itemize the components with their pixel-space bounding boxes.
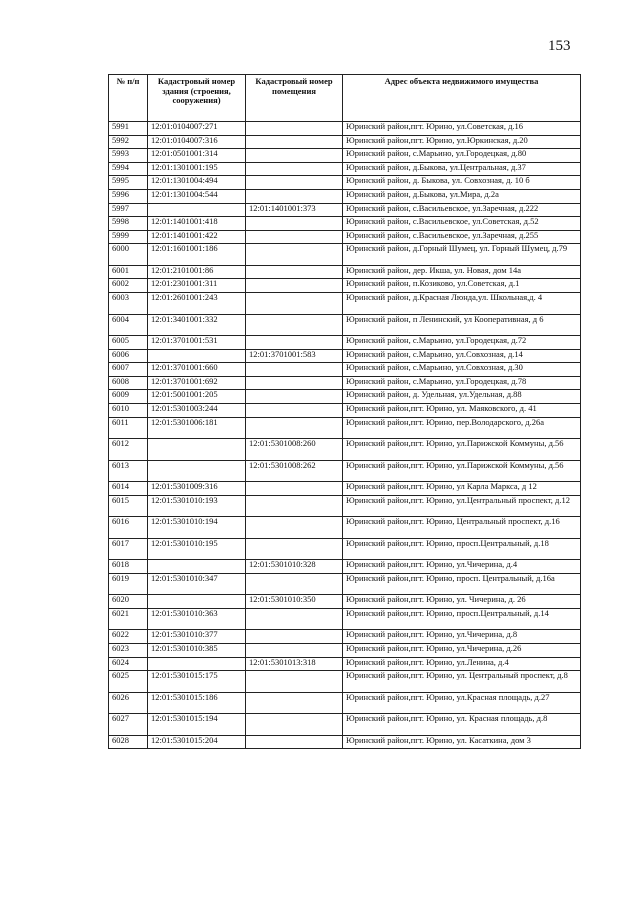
cell-address: Юринский район,пгт. Юрино, просп. Центральный, д.16а (343, 573, 581, 595)
cell-address: Юринский район,пгт. Юрино, просп.Центральный, д.14 (343, 608, 581, 630)
table-row (109, 657, 581, 671)
table-row (109, 595, 581, 609)
cell-room-cadastral: 12:01:5301010:328 (246, 560, 343, 574)
cell-room-cadastral (246, 279, 343, 293)
cell-building-cadastral: 12:01:5301003:244 (148, 404, 246, 418)
cell-address: Юринский район,пгт. Юрино, ул.Чичерина, д.26 (343, 643, 581, 657)
cell-address: Юринский район,пгт. Юрино, ул.Советская, д.16 (343, 122, 581, 136)
cell-room-cadastral (246, 517, 343, 539)
cell-address: Юринский район, с.Марьино, ул.Городецкая, д.72 (343, 336, 581, 350)
cell-address: Юринский район,пгт. Юрино, ул Карла Маркса, д 12 (343, 482, 581, 496)
cell-building-cadastral (148, 439, 246, 461)
table-row (109, 404, 581, 418)
table-row (109, 203, 581, 217)
cell-number: 6017 (109, 538, 148, 560)
cell-room-cadastral (246, 189, 343, 203)
cell-room-cadastral: 12:01:3701001:583 (246, 349, 343, 363)
cell-building-cadastral: 12:01:1301001:195 (148, 162, 246, 176)
table-row (109, 714, 581, 736)
cell-building-cadastral: 12:01:0501001:314 (148, 149, 246, 163)
table-row (109, 349, 581, 363)
cell-number: 6026 (109, 692, 148, 714)
cell-address: Юринский район,пгт. Юрино, просп.Центральный, д.18 (343, 538, 581, 560)
cell-address: Юринский район,пгт. Юрино, ул.Парижской Коммуны, д.56 (343, 439, 581, 461)
cell-building-cadastral: 12:01:0104007:316 (148, 135, 246, 149)
cell-room-cadastral (246, 538, 343, 560)
cell-room-cadastral (246, 692, 343, 714)
table-row (109, 336, 581, 350)
cell-address: Юринский район, с.Васильевское, ул.Советская, д.52 (343, 217, 581, 231)
cell-number: 6003 (109, 293, 148, 315)
cell-building-cadastral: 12:01:5301010:347 (148, 573, 246, 595)
cell-number: 6019 (109, 573, 148, 595)
cell-number: 5991 (109, 122, 148, 136)
cell-room-cadastral (246, 149, 343, 163)
table-row (109, 376, 581, 390)
table-row (109, 230, 581, 244)
cell-building-cadastral (148, 657, 246, 671)
cell-address: Юринский район,пгт. Юрино, ул. Центральный проспект, д.8 (343, 671, 581, 693)
cell-building-cadastral: 12:01:5301010:363 (148, 608, 246, 630)
cell-address: Юринский район, с.Васильевское, ул.Заречная, д.222 (343, 203, 581, 217)
table-row (109, 417, 581, 439)
cell-number: 6013 (109, 460, 148, 482)
cell-address: Юринский район,пгт. Юрино, ул. Маяковского, д. 41 (343, 404, 581, 418)
table-row (109, 560, 581, 574)
cell-number: 6006 (109, 349, 148, 363)
cell-room-cadastral (246, 714, 343, 736)
cell-address: Юринский район, д.Горный Шумец, ул. Горный Шумец, д.79 (343, 244, 581, 266)
cell-number: 6023 (109, 643, 148, 657)
cell-number: 6024 (109, 657, 148, 671)
column-header-room-cadastral: Кадастровый номер помещения (246, 75, 343, 122)
cell-number: 6009 (109, 390, 148, 404)
cell-address: Юринский район,пгт. Юрино, Центральный проспект, д.16 (343, 517, 581, 539)
cell-address: Юринский район,пгт. Юрино, ул.Красная площадь, д.27 (343, 692, 581, 714)
cell-address: Юринский район, д.Красная Люнда,ул. Школьная,д. 4 (343, 293, 581, 315)
cell-building-cadastral: 12:01:5301015:204 (148, 735, 246, 749)
table-row (109, 162, 581, 176)
cell-number: 6015 (109, 495, 148, 517)
cell-address: Юринский район, с.Марьино, ул.Городецкая, д.78 (343, 376, 581, 390)
cell-building-cadastral: 12:01:3401001:332 (148, 314, 246, 336)
cell-address: Юринский район,пгт. Юрино, ул. Красная площадь, д.8 (343, 714, 581, 736)
cell-number: 6028 (109, 735, 148, 749)
cell-number: 6007 (109, 363, 148, 377)
cell-building-cadastral: 12:01:5301015:186 (148, 692, 246, 714)
cell-address: Юринский район,пгт. Юрино, ул.Центральный проспект, д.12 (343, 495, 581, 517)
cell-room-cadastral (246, 293, 343, 315)
cell-address: Юринский район, с.Марьино, ул.Совхозная, д.14 (343, 349, 581, 363)
cell-number: 6004 (109, 314, 148, 336)
column-header-address: Адрес объекта недвижимого имущества (343, 75, 581, 122)
cell-address: Юринский район,пгт. Юрино, ул.Парижской Коммуны, д.56 (343, 460, 581, 482)
table-row (109, 630, 581, 644)
table-body (109, 122, 581, 749)
cell-room-cadastral (246, 573, 343, 595)
cell-address: Юринский район, д. Удельная, ул.Удельная, д.88 (343, 390, 581, 404)
cell-number: 6022 (109, 630, 148, 644)
cell-building-cadastral: 12:01:5301010:194 (148, 517, 246, 539)
cell-number: 6010 (109, 404, 148, 418)
cell-room-cadastral (246, 735, 343, 749)
cell-room-cadastral (246, 244, 343, 266)
cell-address: Юринский район,пгт. Юрино, пер.Володарского, д.26а (343, 417, 581, 439)
cell-number: 6014 (109, 482, 148, 496)
table-header-row (109, 75, 581, 122)
table-row (109, 517, 581, 539)
table-row (109, 482, 581, 496)
cell-number: 6027 (109, 714, 148, 736)
cell-number: 6018 (109, 560, 148, 574)
cell-number: 6012 (109, 439, 148, 461)
cell-address: Юринский район, с.Марьино, ул.Совхозная, д.30 (343, 363, 581, 377)
cell-building-cadastral: 12:01:5301015:175 (148, 671, 246, 693)
cell-building-cadastral: 12:01:1401001:422 (148, 230, 246, 244)
table-row (109, 244, 581, 266)
table-row (109, 643, 581, 657)
cell-building-cadastral: 12:01:1301004:494 (148, 176, 246, 190)
column-header-number: № п/п (109, 75, 148, 122)
page-number: 153 (548, 38, 571, 54)
table-row (109, 363, 581, 377)
table-row (109, 439, 581, 461)
cell-number: 6025 (109, 671, 148, 693)
cell-building-cadastral: 12:01:5301010:377 (148, 630, 246, 644)
cell-room-cadastral (246, 265, 343, 279)
cell-building-cadastral: 12:01:5301010:193 (148, 495, 246, 517)
column-header-building-cadastral: Кадастровый номер здания (строения, сооружения) (148, 75, 246, 122)
table-row (109, 460, 581, 482)
cell-building-cadastral: 12:01:1601001:186 (148, 244, 246, 266)
cell-building-cadastral: 12:01:3701001:660 (148, 363, 246, 377)
cell-number: 5993 (109, 149, 148, 163)
cell-room-cadastral (246, 417, 343, 439)
cell-room-cadastral (246, 376, 343, 390)
cell-number: 5999 (109, 230, 148, 244)
cell-building-cadastral (148, 460, 246, 482)
table-row (109, 122, 581, 136)
cell-address: Юринский район, д. Быкова, ул. Совхозная, д. 10 б (343, 176, 581, 190)
cell-room-cadastral (246, 162, 343, 176)
cell-building-cadastral: 12:01:2101001:86 (148, 265, 246, 279)
cell-building-cadastral (148, 349, 246, 363)
table-row (109, 314, 581, 336)
cell-number: 6011 (109, 417, 148, 439)
cell-number: 5997 (109, 203, 148, 217)
cell-room-cadastral (246, 482, 343, 496)
cell-building-cadastral: 12:01:2301001:311 (148, 279, 246, 293)
cell-building-cadastral: 12:01:5301015:194 (148, 714, 246, 736)
cell-room-cadastral (246, 230, 343, 244)
cell-number: 6008 (109, 376, 148, 390)
cell-building-cadastral: 12:01:5301010:195 (148, 538, 246, 560)
cell-building-cadastral: 12:01:5001001:205 (148, 390, 246, 404)
cell-address: Юринский район,пгт. Юрино, ул.Чичерина, д.8 (343, 630, 581, 644)
cell-building-cadastral: 12:01:3701001:692 (148, 376, 246, 390)
cell-room-cadastral (246, 314, 343, 336)
cell-room-cadastral (246, 363, 343, 377)
cell-building-cadastral: 12:01:3701001:531 (148, 336, 246, 350)
cell-number: 6005 (109, 336, 148, 350)
cell-address: Юринский район,пгт. Юрино, ул.Юркинская, д.20 (343, 135, 581, 149)
cell-building-cadastral: 12:01:1301004:544 (148, 189, 246, 203)
cell-number: 6016 (109, 517, 148, 539)
cell-address: Юринский район, п.Козиково, ул.Советская, д.1 (343, 279, 581, 293)
cell-building-cadastral: 12:01:2601001:243 (148, 293, 246, 315)
property-table (108, 74, 581, 749)
table-row (109, 573, 581, 595)
table-row (109, 293, 581, 315)
table-row (109, 671, 581, 693)
cell-building-cadastral: 12:01:5301009:316 (148, 482, 246, 496)
cell-number: 6021 (109, 608, 148, 630)
cell-room-cadastral (246, 135, 343, 149)
table-row (109, 189, 581, 203)
cell-building-cadastral: 12:01:5301006:181 (148, 417, 246, 439)
cell-address: Юринский район, дер. Икша, ул. Новая, дом 14а (343, 265, 581, 279)
table-row (109, 692, 581, 714)
cell-building-cadastral (148, 595, 246, 609)
cell-number: 5992 (109, 135, 148, 149)
table-row (109, 135, 581, 149)
cell-room-cadastral (246, 643, 343, 657)
cell-building-cadastral: 12:01:0104007:271 (148, 122, 246, 136)
cell-room-cadastral: 12:01:1401001:373 (246, 203, 343, 217)
cell-address: Юринский район, с.Васильевское, ул.Заречная, д.255 (343, 230, 581, 244)
cell-room-cadastral (246, 404, 343, 418)
cell-address: Юринский район,пгт. Юрино, ул.Чичерина, д.4 (343, 560, 581, 574)
cell-room-cadastral (246, 122, 343, 136)
cell-room-cadastral: 12:01:5301010:350 (246, 595, 343, 609)
cell-room-cadastral: 12:01:5301008:262 (246, 460, 343, 482)
cell-room-cadastral (246, 217, 343, 231)
cell-number: 6000 (109, 244, 148, 266)
cell-address: Юринский район, п Ленинский, ул Кооперативная, д 6 (343, 314, 581, 336)
cell-room-cadastral (246, 630, 343, 644)
cell-address: Юринский район, д.Быкова, ул.Мира, д.2а (343, 189, 581, 203)
cell-room-cadastral (246, 671, 343, 693)
table-row (109, 390, 581, 404)
table-row (109, 279, 581, 293)
cell-building-cadastral (148, 203, 246, 217)
cell-address: Юринский район,пгт. Юрино, ул. Чичерина, д. 26 (343, 595, 581, 609)
table-row (109, 608, 581, 630)
cell-number: 5995 (109, 176, 148, 190)
table-row (109, 149, 581, 163)
cell-address: Юринский район, д.Быкова, ул.Центральная, д.37 (343, 162, 581, 176)
cell-room-cadastral (246, 608, 343, 630)
cell-number: 5994 (109, 162, 148, 176)
cell-room-cadastral (246, 176, 343, 190)
cell-room-cadastral (246, 390, 343, 404)
cell-room-cadastral (246, 336, 343, 350)
cell-building-cadastral (148, 560, 246, 574)
table-row (109, 265, 581, 279)
cell-building-cadastral: 12:01:5301010:385 (148, 643, 246, 657)
cell-room-cadastral: 12:01:5301013:318 (246, 657, 343, 671)
table-row (109, 495, 581, 517)
table-row (109, 735, 581, 749)
cell-building-cadastral: 12:01:1401001:418 (148, 217, 246, 231)
table-row (109, 217, 581, 231)
cell-room-cadastral: 12:01:5301008:260 (246, 439, 343, 461)
cell-number: 5996 (109, 189, 148, 203)
cell-room-cadastral (246, 495, 343, 517)
cell-number: 6001 (109, 265, 148, 279)
cell-address: Юринский район, с.Марьино, ул.Городецкая, д.80 (343, 149, 581, 163)
cell-address: Юринский район,пгт. Юрино, ул. Касаткина, дом 3 (343, 735, 581, 749)
cell-number: 6020 (109, 595, 148, 609)
cell-number: 6002 (109, 279, 148, 293)
cell-number: 5998 (109, 217, 148, 231)
table-row (109, 538, 581, 560)
table-row (109, 176, 581, 190)
cell-address: Юринский район,пгт. Юрино, ул.Ленина, д.4 (343, 657, 581, 671)
